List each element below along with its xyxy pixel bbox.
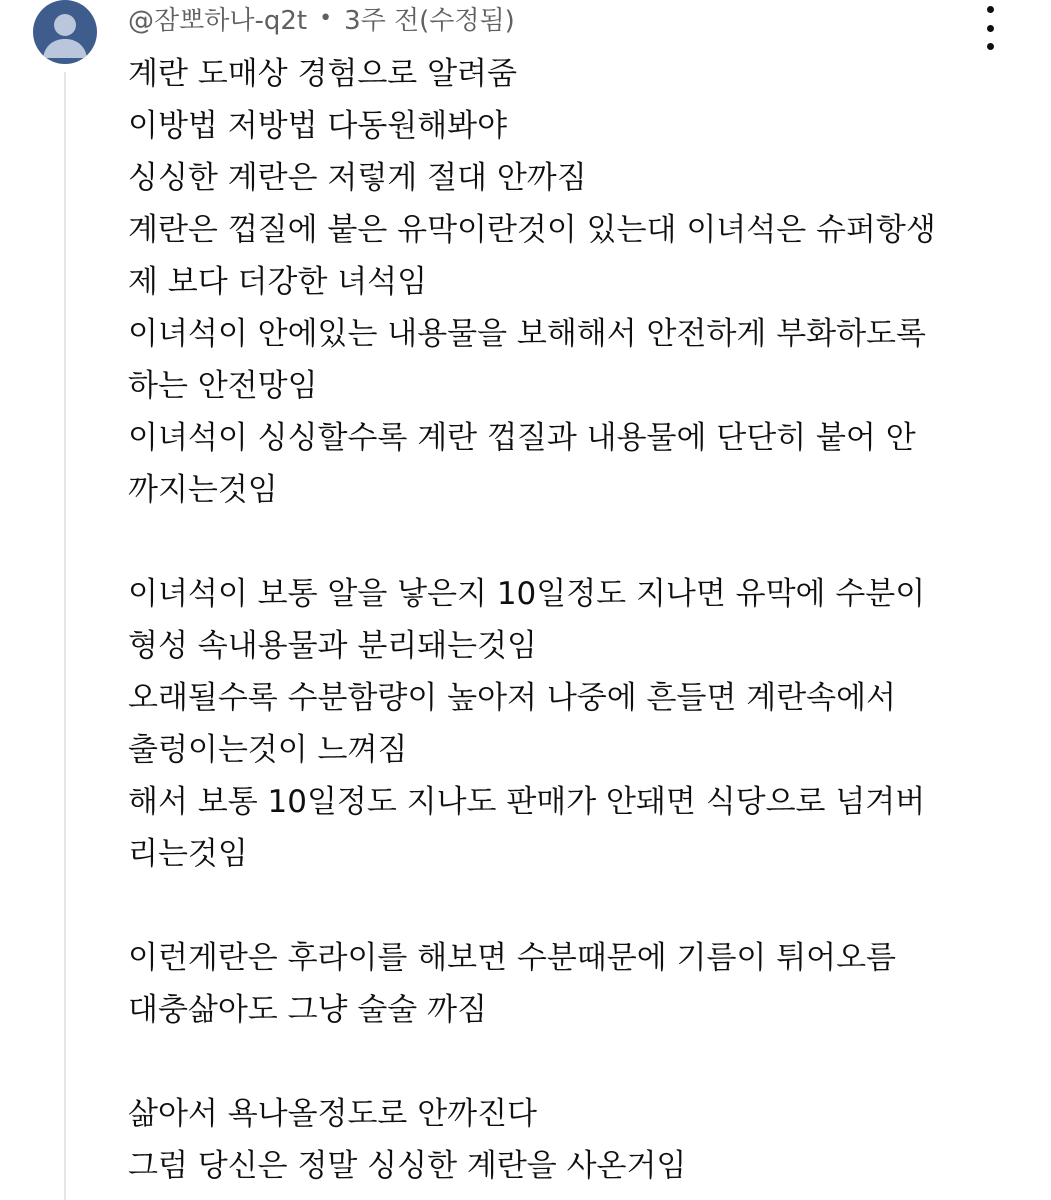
comment-line: 그럼 당신은 정말 싱싱한 계란을 사온거임 xyxy=(128,1148,687,1184)
comment-line: 계란 도매상 경험으로 알려줌 xyxy=(128,56,517,92)
comment-line: 이녀석이 싱싱할수록 계란 껍질과 내용물에 단단히 붙어 안 xyxy=(128,420,916,456)
author-name[interactable]: @잠뽀하나-q2t xyxy=(128,5,308,36)
comment-body xyxy=(128,48,1018,1192)
comment-timestamp[interactable]: 3주 전(수정됨) xyxy=(344,5,515,36)
comment-line: 이런게란은 후라이를 해보면 수분때문에 기름이 튀어오름 xyxy=(128,940,896,976)
comment-line: 형성 속내용물과 분리돼는것임 xyxy=(128,628,538,664)
comment-line: 이방법 저방법 다동원해봐야 xyxy=(128,108,508,144)
comment-line: 제 보다 더강한 녀석임 xyxy=(128,264,428,300)
comment-line: 싱싱한 계란은 저렇게 절대 안까짐 xyxy=(128,160,587,196)
vertical-ellipsis-icon xyxy=(987,6,994,13)
comment-line: 오래될수록 수분함량이 높아저 나중에 흔들면 계란속에서 xyxy=(128,680,896,716)
comment-header xyxy=(128,2,515,34)
comment-line: 계란은 껍질에 붙은 유막이란것이 있는대 이녀석은 슈퍼항생 xyxy=(128,212,936,248)
default-user-avatar-icon xyxy=(33,0,97,64)
thread-line xyxy=(64,72,66,1200)
comment-line: 삶아서 욕나올정도로 안까진다 xyxy=(128,1096,538,1132)
comment-line: 해서 보통 10일정도 지나도 판매가 안돼면 식당으로 넘겨버 xyxy=(128,784,926,820)
comment-line: 리는것임 xyxy=(128,836,248,872)
paragraph-gap xyxy=(128,880,1018,932)
comment-line: 이녀석이 안에있는 내용물을 보해해서 안전하게 부화하도록 xyxy=(128,316,926,352)
comment-line: 이녀석이 보통 알을 낳은지 10일정도 지나면 유막에 수분이 xyxy=(128,576,926,612)
comment-line: 대충삶아도 그냥 술술 까짐 xyxy=(128,992,487,1028)
user-avatar[interactable] xyxy=(33,0,97,64)
comment-line: 출렁이는것이 느껴짐 xyxy=(128,732,408,768)
vertical-ellipsis-icon xyxy=(987,25,994,32)
paragraph-gap xyxy=(128,1036,1018,1088)
comment-line: 하는 안전망임 xyxy=(128,368,318,404)
meta-separator: • xyxy=(319,5,333,31)
comment-line: 까지는것임 xyxy=(128,472,278,508)
more-options-button[interactable] xyxy=(972,6,1008,50)
paragraph-gap xyxy=(128,516,1018,568)
